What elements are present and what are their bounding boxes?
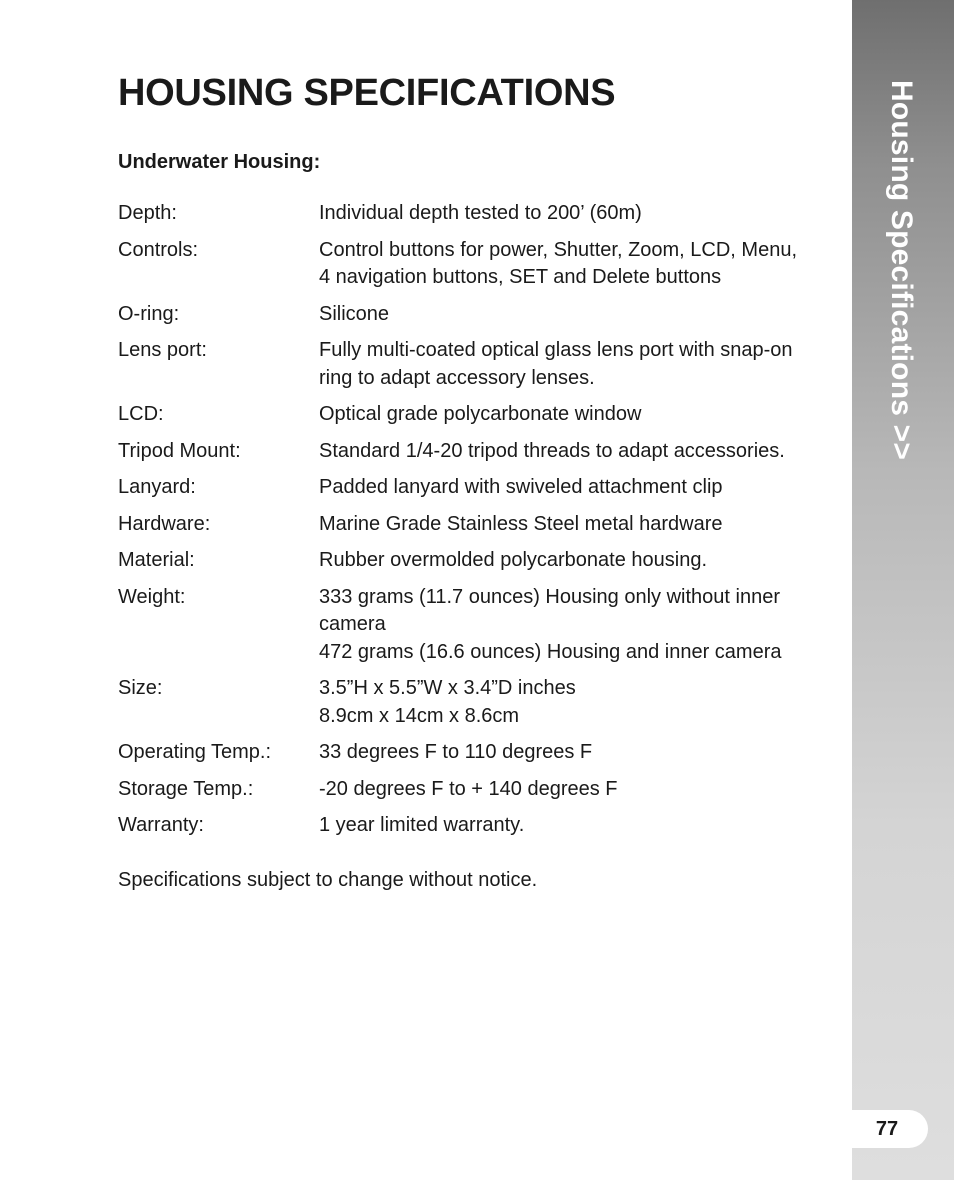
spec-row — [118, 237, 833, 301]
spec-value-line: 4 navigation buttons, SET and Delete buttons — [319, 266, 722, 288]
spec-label: Lanyard: — [118, 476, 196, 498]
spec-row — [118, 776, 833, 813]
spec-value-line: camera — [319, 613, 386, 635]
spec-value — [319, 337, 833, 401]
spec-label: Depth: — [118, 202, 177, 224]
spec-row — [118, 584, 833, 676]
spec-value — [319, 547, 833, 584]
spec-row — [118, 337, 833, 401]
spec-label: Storage Temp.: — [118, 777, 254, 800]
spec-value-line: 1 year limited warranty. — [319, 814, 525, 836]
spec-value — [319, 401, 833, 438]
spec-value-line: Marine Grade Stainless Steel metal hardware — [319, 512, 723, 535]
spec-value-line: Rubber overmolded polycarbonate housing. — [319, 549, 708, 571]
spec-label: Controls: — [118, 238, 199, 261]
spec-value — [319, 675, 833, 739]
spec-row — [118, 401, 833, 438]
spec-value-line: 3.5”H x 5.5”W x 3.4”D inches — [319, 677, 576, 699]
spec-row — [118, 739, 833, 776]
spec-value-line: Standard 1/4-20 tripod threads to adapt accessories. — [319, 439, 785, 462]
spec-value-line: Silicone — [319, 302, 390, 325]
side-tab-title: Housing Specifications >> — [885, 80, 918, 461]
spec-value-line: Optical grade polycarbonate window — [319, 403, 642, 425]
spec-value — [319, 474, 833, 511]
spec-value-line: 8.9cm x 14cm x 8.6cm — [319, 704, 520, 727]
spec-table — [118, 200, 833, 849]
spec-value — [319, 739, 833, 776]
spec-value-line: Fully multi-coated optical glass lens port with snap-on — [319, 339, 793, 361]
spec-row — [118, 547, 833, 584]
spec-value — [319, 200, 833, 237]
spec-value — [319, 511, 833, 548]
spec-label: Weight: — [118, 585, 186, 608]
footnote: Specifications subject to change without notice. — [118, 869, 538, 891]
spec-row — [118, 438, 833, 475]
spec-value-line: Padded lanyard with swiveled attachment clip — [319, 476, 723, 498]
spec-label: Tripod Mount: — [118, 439, 241, 462]
spec-label: LCD: — [118, 403, 164, 425]
spec-value-line: Individual depth tested to 200’ (60m) — [319, 202, 642, 224]
spec-label: Size: — [118, 677, 163, 699]
spec-value-line: -20 degrees F to + 140 degrees F — [319, 777, 618, 800]
spec-row — [118, 812, 833, 849]
spec-label: Lens port: — [118, 339, 207, 361]
spec-label: O-ring: — [118, 302, 180, 325]
spec-row — [118, 200, 833, 237]
spec-value — [319, 812, 833, 849]
spec-value-line: ring to adapt accessory lenses. — [319, 366, 595, 389]
spec-label: Operating Temp.: — [118, 741, 272, 763]
spec-value — [319, 584, 833, 676]
spec-value-line: 333 grams (11.7 ounces) Housing only without inner — [319, 585, 780, 608]
spec-value-line: 33 degrees F to 110 degrees F — [319, 741, 593, 763]
spec-table-body — [118, 200, 833, 849]
spec-row — [118, 474, 833, 511]
spec-value — [319, 237, 833, 301]
spec-value — [319, 301, 833, 338]
spec-row — [118, 675, 833, 739]
spec-value — [319, 776, 833, 813]
spec-label: Hardware: — [118, 512, 211, 535]
spec-value-line: 472 grams (16.6 ounces) Housing and inner camera — [319, 640, 782, 663]
page-title: HOUSING SPECIFICATIONS — [118, 72, 616, 114]
section-heading: Underwater Housing: — [118, 151, 321, 173]
spec-value-line: Control buttons for power, Shutter, Zoom, LCD, Menu, — [319, 238, 798, 261]
spec-value — [319, 438, 833, 475]
spec-label: Warranty: — [118, 814, 204, 836]
spec-row — [118, 301, 833, 338]
spec-row — [118, 511, 833, 548]
page-number: 77 — [840, 1110, 928, 1148]
spec-label: Material: — [118, 549, 195, 571]
